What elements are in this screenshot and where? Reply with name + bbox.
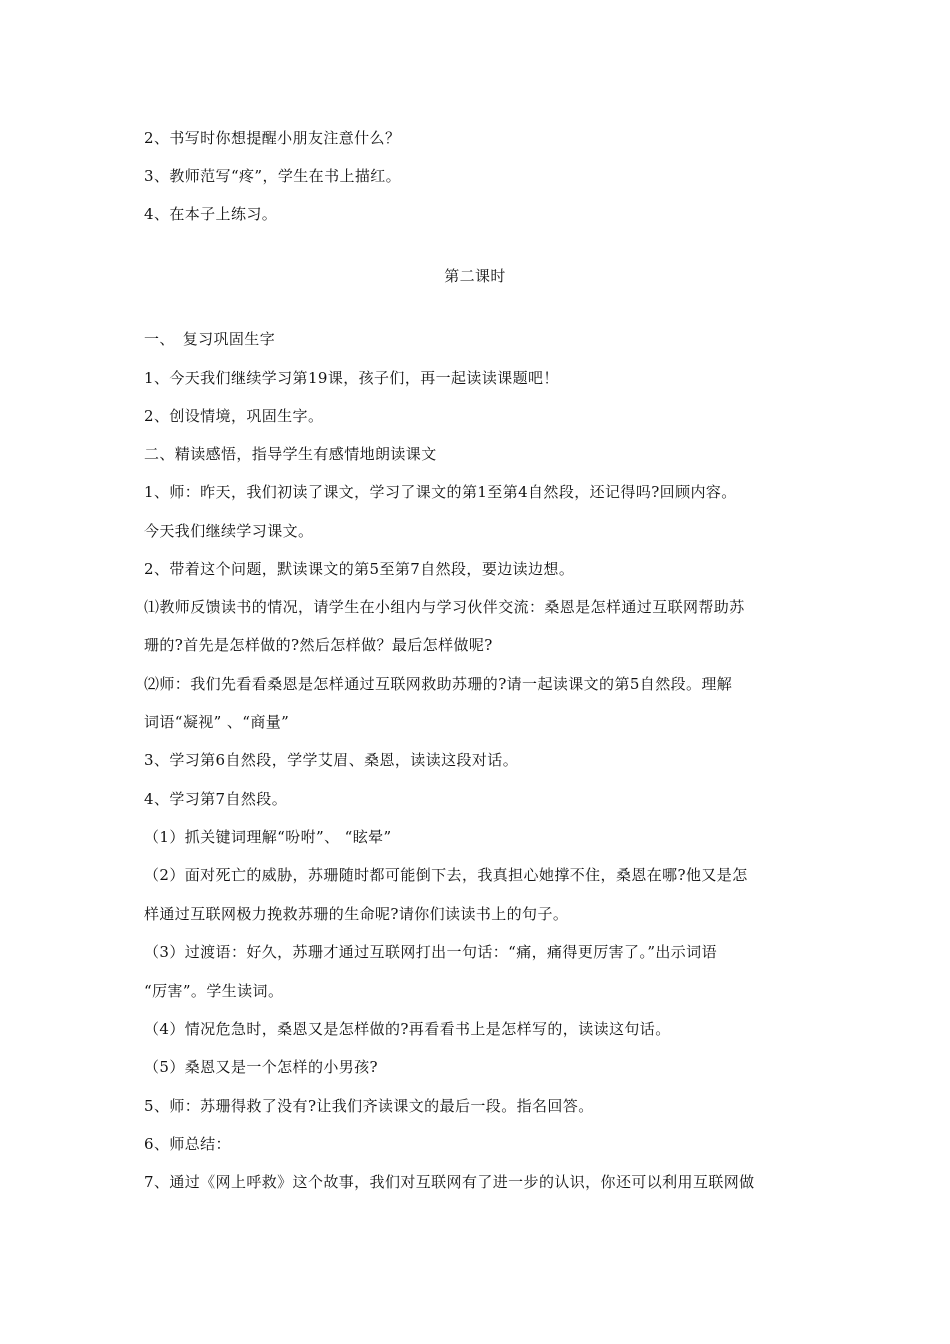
step-3-line: 3、教师范写“疼”，学生在书上描红。 — [144, 167, 402, 185]
body-line: （5）桑恩又是一个怎样的小男孩? — [144, 1058, 378, 1076]
body-line: （3）过渡语：好久，苏珊才通过互联网打出一句话：“痛，痛得更厉害了。”出示词语 — [144, 943, 717, 961]
body-line: （4）情况危急时，桑恩又是怎样做的?再看看书上是怎样写的，读读这句话。 — [144, 1020, 671, 1038]
body-line: ⑵师：我们先看看桑恩是怎样通过互联网救助苏珊的?请一起读课文的第5自然段。理解 — [144, 675, 733, 693]
body-line: 样通过互联网极力挽救苏珊的生命呢?请你们读读书上的句子。 — [144, 905, 569, 923]
body-line: 二、精读感悟，指导学生有感情地朗读课文 — [144, 445, 437, 463]
body-line: 1、今天我们继续学习第19课，孩子们，再一起读读课题吧！ — [144, 369, 559, 387]
body-line: ⑴教师反馈读书的情况，请学生在小组内与学习伙伴交流：桑恩是怎样通过互联网帮助苏 — [144, 598, 745, 616]
body-line: 珊的?首先是怎样做的?然后怎样做？最后怎样做呢? — [144, 636, 493, 654]
body-line: “厉害”。学生读词。 — [144, 982, 284, 1000]
body-line: 词语“凝视” 、“商量” — [144, 713, 290, 731]
body-line: （1）抓关键词理解“吩咐”、 “眩晕” — [144, 828, 392, 846]
body-line: 7、通过《网上呼救》这个故事，我们对互联网有了进一步的认识，你还可以利用互联网做 — [144, 1173, 755, 1191]
step-2-line: 2、书写时你想提醒小朋友注意什么？ — [144, 129, 401, 147]
step-4-line: 4、在本子上练习。 — [144, 205, 278, 223]
body-line: 1、师：昨天，我们初读了课文，学习了课文的第1至第4自然段，还记得吗?回顾内容。 — [144, 483, 737, 501]
body-line: 3、学习第6自然段，学学艾眉、桑恩，读读这段对话。 — [144, 751, 519, 769]
body-line: 2、带着这个问题，默读课文的第5至第7自然段，要边读边想。 — [144, 560, 575, 578]
body-line: 2、创设情境，巩固生字。 — [144, 407, 324, 425]
body-line: 4、学习第7自然段。 — [144, 790, 288, 808]
body-line: 6、师总结： — [144, 1135, 231, 1153]
body-line: 今天我们继续学习课文。 — [144, 522, 314, 540]
body-line: （2）面对死亡的威胁，苏珊随时都可能倒下去，我真担心她撑不住，桑恩在哪?他又是怎 — [144, 866, 748, 884]
body-line: 5、师：苏珊得救了没有?让我们齐读课文的最后一段。指名回答。 — [144, 1097, 594, 1115]
section-title: 第二课时 — [444, 267, 506, 285]
body-line: 一、 复习巩固生字 — [144, 330, 276, 348]
